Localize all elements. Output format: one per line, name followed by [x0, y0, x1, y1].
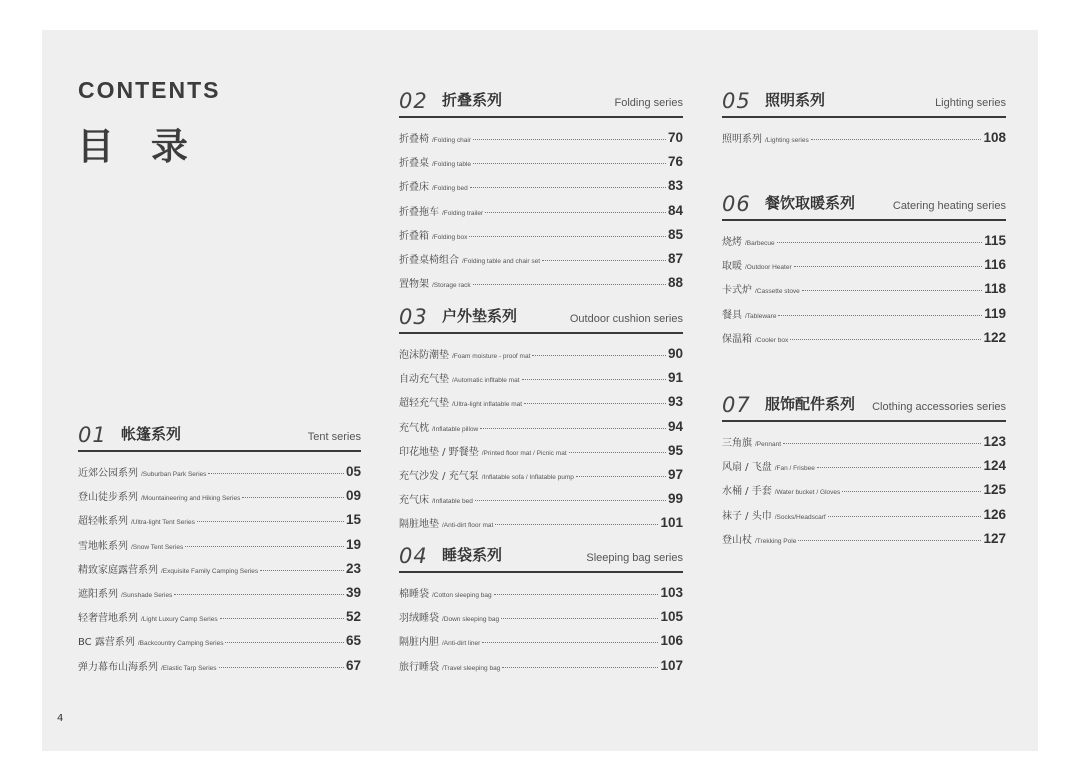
section-title-cn: 帐篷系列 — [121, 425, 182, 443]
entry-title-en: /Mountaineering and Hiking Series — [141, 495, 241, 503]
entry-page-number: 119 — [984, 305, 1006, 321]
section-header — [399, 88, 683, 118]
entry-page-number: 94 — [667, 418, 683, 434]
dot-leader — [783, 443, 981, 444]
toc-entry[interactable] — [78, 605, 361, 629]
entry-title-cn: 置物架 — [399, 279, 429, 291]
section-number: 03 — [399, 305, 428, 329]
section-number: 06 — [722, 192, 751, 216]
entry-title-cn: 精致家庭露营系列 — [78, 564, 158, 576]
toc-entry[interactable] — [78, 508, 361, 532]
dot-leader — [817, 467, 982, 468]
entry-page-number: 70 — [667, 130, 683, 145]
dot-leader — [842, 491, 981, 492]
entry-list — [722, 430, 1006, 551]
entry-page-number: 65 — [345, 633, 361, 649]
dot-leader — [524, 403, 666, 404]
toc-entry[interactable] — [399, 487, 683, 511]
entry-page-number: 118 — [984, 281, 1006, 297]
toc-entry[interactable] — [399, 150, 683, 174]
section-title-en: Sleeping bag series — [586, 552, 683, 564]
entry-title-en: /Folding table — [432, 161, 472, 169]
section-title-en: Outdoor cushion series — [569, 313, 683, 325]
dot-leader — [828, 516, 982, 517]
contents-title: CONTENTS — [78, 77, 221, 103]
toc-entry[interactable] — [399, 342, 683, 366]
dot-leader — [502, 667, 658, 668]
entry-title-cn: 折叠椅 — [399, 134, 429, 145]
entry-title-en: /Pennant — [755, 441, 782, 448]
entry-title-cn: 袜子 / 头巾 — [722, 510, 772, 522]
entry-page-number: 115 — [984, 233, 1006, 248]
entry-title-en: /Folding chair — [432, 137, 472, 144]
section-number: 05 — [722, 89, 751, 113]
entry-page-number: 124 — [983, 458, 1006, 474]
entry-title-en: /Cotton sleeping bag — [432, 592, 492, 599]
section-title-en: Clothing accessories series — [872, 401, 1006, 413]
dot-leader — [777, 242, 983, 243]
section-outdoor-cushion — [399, 304, 683, 536]
section-header — [78, 422, 361, 452]
page-number: 4 — [57, 713, 64, 724]
toc-entry[interactable] — [399, 605, 683, 629]
entry-title-en: /Sunshade Series — [121, 591, 173, 599]
dot-leader — [482, 642, 658, 643]
entry-page-number: 52 — [345, 609, 361, 625]
toc-entry[interactable] — [78, 533, 361, 557]
dot-leader — [480, 428, 666, 429]
section-title-en: Tent series — [307, 431, 361, 443]
entry-page-number: 122 — [983, 329, 1006, 345]
section-number: 01 — [78, 423, 107, 447]
entry-title-en: /Travel sleeping bag — [442, 664, 501, 672]
entry-page-number: 123 — [983, 434, 1006, 449]
toc-entry[interactable] — [722, 454, 1006, 478]
entry-title-cn: 风扇 / 飞盘 — [722, 462, 772, 474]
entry-title-en: /Light Luxury Camp Series — [141, 616, 218, 624]
dot-leader — [522, 379, 666, 380]
dot-leader — [469, 236, 666, 237]
entry-page-number: 91 — [667, 370, 683, 386]
toc-entry[interactable] — [399, 654, 683, 678]
entry-title-en: /Inflatable bed — [432, 498, 473, 506]
entry-page-number: 85 — [667, 226, 683, 242]
entry-page-number: 15 — [345, 512, 361, 528]
toc-entry[interactable] — [399, 199, 683, 223]
entry-title-cn: 充气沙发 / 充气泵 — [399, 470, 479, 482]
toc-entry[interactable] — [78, 629, 361, 653]
section-title-cn: 睡袋系列 — [442, 546, 503, 564]
entry-title-en: /Inflatable sofa / Inflatable pump — [481, 473, 574, 481]
entry-title-cn: 卡式炉 — [722, 285, 752, 297]
entry-title-en: /Automatic infltable mat — [452, 377, 520, 385]
entry-title-cn: 旅行睡袋 — [399, 661, 439, 673]
dot-leader — [470, 187, 666, 188]
toc-entry[interactable] — [722, 527, 1006, 551]
section-number: 02 — [399, 89, 428, 113]
section-title-cn: 餐饮取暖系列 — [765, 194, 856, 212]
entry-title-en: /Foam moisture - proof mat — [452, 353, 531, 360]
entry-title-en: /Printed floor mat / Picnic mat — [481, 449, 567, 457]
entry-page-number: 103 — [660, 585, 683, 600]
toc-entry[interactable] — [399, 439, 683, 463]
toc-entry[interactable] — [722, 253, 1006, 277]
entry-page-number: 19 — [345, 536, 361, 552]
entry-list — [399, 581, 683, 678]
section-title-en: Lighting series — [935, 97, 1006, 109]
dot-leader — [473, 284, 666, 285]
entry-page-number: 95 — [667, 442, 683, 458]
toc-entry[interactable] — [399, 271, 683, 295]
dot-leader — [475, 500, 666, 501]
dot-leader — [532, 355, 666, 356]
entry-page-number: 93 — [667, 394, 683, 410]
entry-title-cn: 充气枕 — [399, 422, 429, 434]
dot-leader — [798, 540, 981, 541]
entry-title-cn: 超轻充气垫 — [399, 398, 449, 410]
section-title-cn: 照明系列 — [765, 91, 826, 109]
section-header — [399, 543, 683, 573]
dot-leader — [485, 212, 666, 213]
contents-subtitle: 目 录 — [77, 125, 200, 168]
section-title-cn: 折叠系列 — [442, 91, 503, 109]
entry-title-cn: 水桶 / 手套 — [722, 486, 772, 498]
entry-page-number: 39 — [345, 584, 361, 600]
entry-title-en: /Anti-dirt liner — [442, 640, 481, 648]
entry-title-cn: 羽绒睡袋 — [399, 613, 439, 625]
dot-leader — [495, 524, 658, 525]
toc-entry[interactable] — [399, 511, 683, 535]
dot-leader — [494, 594, 659, 595]
entry-title-cn: 弹力幕布山海系列 — [78, 661, 158, 673]
entry-title-cn: 近郊公园系列 — [78, 468, 138, 479]
entry-title-en: /Ultra-light inflatable mat — [452, 401, 523, 409]
toc-entry[interactable] — [399, 174, 683, 198]
toc-entry[interactable] — [722, 478, 1006, 502]
toc-entry[interactable] — [78, 484, 361, 508]
entry-title-cn: 遮阳系列 — [78, 588, 118, 600]
toc-entry[interactable] — [399, 581, 683, 605]
toc-entry[interactable] — [722, 229, 1006, 253]
entry-title-en: /Folding trailer — [442, 209, 484, 217]
entry-title-cn: 充气床 — [399, 495, 429, 507]
entry-title-en: /Fan / Frisbee — [774, 465, 815, 473]
entry-page-number: 125 — [983, 482, 1006, 498]
section-catering-heating — [722, 191, 1006, 350]
entry-list — [399, 342, 683, 536]
entry-title-cn: 保温箱 — [722, 333, 752, 345]
entry-title-en: /Suburban Park Series — [141, 471, 207, 478]
dot-leader — [794, 266, 983, 267]
entry-page-number: 116 — [984, 257, 1006, 273]
section-lighting — [722, 88, 1006, 150]
entry-title-cn: 折叠箱 — [399, 230, 429, 242]
toc-entry[interactable] — [78, 557, 361, 581]
entry-title-cn: 轻奢营地系列 — [78, 613, 138, 625]
entry-page-number: 67 — [345, 657, 361, 673]
toc-entry[interactable] — [78, 460, 361, 484]
entry-page-number: 84 — [667, 202, 683, 218]
dot-leader — [260, 570, 344, 571]
entry-title-en: /Lighting series — [765, 137, 809, 144]
entry-title-en: /Folding table and chair set — [462, 257, 541, 265]
entry-title-en: /Ultra-light Tent Series — [131, 519, 195, 527]
entry-title-cn: 泡沫防潮垫 — [399, 350, 449, 361]
section-header — [399, 304, 683, 334]
entry-title-en: /Anti-dirt floor mat — [442, 522, 494, 530]
entry-list — [399, 126, 683, 295]
entry-title-en: /Socks/Headscarf — [774, 513, 826, 521]
dot-leader — [185, 546, 344, 547]
toc-entry[interactable] — [399, 629, 683, 653]
toc-entry[interactable] — [399, 247, 683, 271]
section-header — [722, 392, 1006, 422]
entry-title-en: /Backcountry Camping Series — [137, 640, 224, 648]
section-tent — [78, 422, 361, 678]
entry-page-number: 101 — [660, 515, 683, 531]
section-folding — [399, 88, 683, 295]
dot-leader — [501, 618, 658, 619]
entry-page-number: 126 — [983, 506, 1006, 522]
entry-title-cn: 三角旗 — [722, 438, 752, 449]
entry-page-number: 05 — [345, 464, 361, 479]
entry-title-cn: 烧烤 — [722, 237, 742, 248]
entry-title-en: /Outdoor Heater — [745, 264, 792, 272]
dot-leader — [174, 594, 344, 595]
entry-title-en: /Tableware — [745, 312, 777, 320]
section-title-cn: 户外垫系列 — [442, 307, 518, 325]
dot-leader — [569, 452, 666, 453]
entry-page-number: 106 — [660, 633, 683, 649]
entry-title-en: /Cassette stove — [755, 288, 800, 296]
entry-title-cn: 隔脏地垫 — [399, 519, 439, 531]
toc-entry[interactable] — [722, 326, 1006, 350]
entry-title-cn: 折叠桌椅组合 — [399, 254, 459, 266]
entry-title-cn: 印花地垫 / 野餐垫 — [399, 446, 479, 458]
entry-page-number: 127 — [983, 530, 1006, 546]
entry-title-en: /Down sleeping bag — [442, 616, 500, 624]
section-header — [722, 88, 1006, 118]
entry-title-cn: 自动充气垫 — [399, 374, 449, 386]
toc-entry[interactable] — [722, 503, 1006, 527]
dot-leader — [219, 667, 344, 668]
entry-page-number: 83 — [667, 178, 683, 194]
entry-title-en: /Snow Tent Series — [131, 543, 184, 551]
dot-leader — [576, 476, 666, 477]
dot-leader — [790, 339, 981, 340]
dot-leader — [542, 260, 666, 261]
toc-entry[interactable] — [78, 654, 361, 678]
section-header — [722, 191, 1006, 221]
entry-page-number: 88 — [667, 275, 683, 291]
entry-title-en: /Barbecue — [745, 240, 775, 247]
toc-entry[interactable] — [399, 390, 683, 414]
toc-entry[interactable] — [78, 581, 361, 605]
entry-page-number: 107 — [660, 657, 683, 673]
entry-page-number: 90 — [667, 346, 683, 361]
entry-title-cn: 折叠桌 — [399, 158, 429, 170]
entry-list — [722, 126, 1006, 150]
toc-entry[interactable] — [722, 277, 1006, 301]
entry-title-en: /Inflatable pillow — [432, 425, 479, 433]
entry-title-cn: 登山徒步系列 — [78, 492, 138, 504]
entry-page-number: 76 — [667, 154, 683, 170]
entry-title-en: /Cooler box — [755, 336, 789, 344]
toc-entry[interactable] — [399, 223, 683, 247]
section-number: 07 — [722, 393, 751, 417]
entry-title-cn: 折叠拖车 — [399, 206, 439, 218]
dot-leader — [242, 497, 344, 498]
dot-leader — [778, 315, 982, 316]
toc-entry[interactable] — [722, 126, 1006, 150]
toc-entry[interactable] — [399, 126, 683, 150]
toc-entry[interactable] — [722, 430, 1006, 454]
entry-title-cn: 照明系列 — [722, 134, 762, 145]
section-title-en: Folding series — [614, 97, 683, 109]
toc-entry[interactable] — [399, 463, 683, 487]
entry-title-cn: 取暖 — [722, 261, 742, 273]
section-title-cn: 服饰配件系列 — [765, 395, 856, 413]
entry-title-en: /Exquisite Family Camping Series — [161, 567, 259, 575]
entry-page-number: 99 — [667, 491, 683, 507]
entry-title-en: /Trekking Pole — [755, 537, 797, 545]
entry-title-cn: 雪地帐系列 — [78, 540, 128, 552]
entry-list — [78, 460, 361, 678]
entry-title-en: /Water bucket / Gloves — [774, 489, 841, 497]
dot-leader — [811, 139, 982, 140]
entry-title-en: /Storage rack — [432, 282, 471, 290]
dot-leader — [220, 618, 344, 619]
entry-page-number: 105 — [660, 609, 683, 625]
section-title-en: Catering heating series — [892, 200, 1006, 212]
entry-title-cn: BC 露营系列 — [78, 637, 135, 649]
entry-title-cn: 隔脏内胆 — [399, 637, 439, 649]
entry-title-en: /Elastic Tarp Series — [161, 664, 217, 672]
entry-title-cn: 棉睡袋 — [399, 589, 429, 600]
dot-leader — [473, 139, 666, 140]
section-sleeping-bag — [399, 543, 683, 678]
entry-page-number: 23 — [345, 560, 361, 576]
entry-title-en: /Folding bed — [432, 185, 468, 193]
entry-title-cn: 餐具 — [722, 309, 742, 321]
entry-page-number: 108 — [983, 130, 1006, 145]
entry-title-cn: 登山杖 — [722, 534, 752, 546]
dot-leader — [802, 290, 982, 291]
entry-list — [722, 229, 1006, 350]
dot-leader — [208, 473, 344, 474]
dot-leader — [473, 163, 666, 164]
entry-page-number: 97 — [667, 466, 683, 482]
dot-leader — [225, 642, 343, 643]
dot-leader — [197, 521, 344, 522]
entry-page-number: 09 — [345, 488, 361, 504]
toc-entry[interactable] — [399, 415, 683, 439]
section-clothing-accessories — [722, 392, 1006, 551]
toc-entry[interactable] — [722, 302, 1006, 326]
entry-title-cn: 折叠床 — [399, 182, 429, 194]
section-number: 04 — [399, 544, 428, 568]
toc-entry[interactable] — [399, 366, 683, 390]
entry-title-en: /Folding box — [432, 233, 468, 241]
entry-page-number: 87 — [667, 250, 683, 266]
entry-title-cn: 超轻帐系列 — [78, 516, 128, 528]
